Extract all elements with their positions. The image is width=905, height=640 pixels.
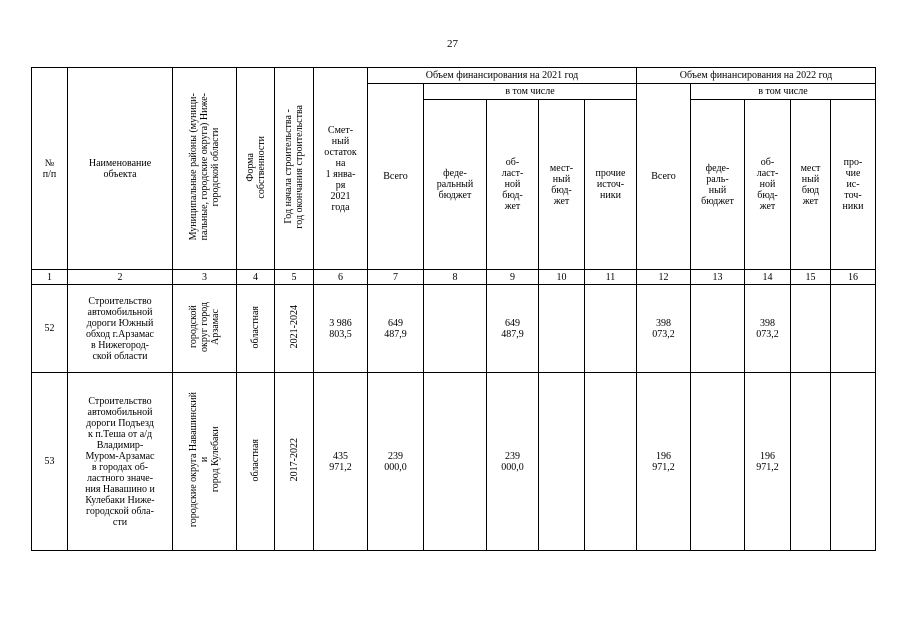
header-total-2021: Всего — [368, 84, 424, 270]
row-federal-2021 — [424, 373, 487, 551]
table-row — [32, 373, 876, 551]
column-number: 14 — [745, 270, 791, 285]
row-other-2022 — [831, 373, 876, 551]
header-ownership-text: Форма собственности — [244, 135, 267, 199]
row-num: 52 — [32, 285, 68, 373]
header-districts — [173, 68, 237, 270]
header-federal-2022: феде- раль- ный бюджет — [691, 100, 745, 270]
header-financing-2021: Объем финансирования на 2021 год — [368, 68, 637, 84]
row-years — [275, 373, 314, 551]
header-num: № п/п — [32, 68, 68, 270]
column-number: 3 — [173, 270, 237, 285]
row-remainder: 435 971,2 — [314, 373, 368, 551]
header-regional-2022: об- ласт- ной бюд- жет — [745, 100, 791, 270]
row-regional-2022: 196 971,2 — [745, 373, 791, 551]
column-number: 9 — [487, 270, 539, 285]
row-ownership — [237, 373, 275, 551]
header-object-name: Наименование объекта — [68, 68, 173, 270]
row-local-2021 — [539, 285, 585, 373]
column-number: 4 — [237, 270, 275, 285]
header-years — [275, 68, 314, 270]
row-years — [275, 285, 314, 373]
row-years-text: 2017-2022 — [288, 438, 300, 482]
header-other-2021: прочие источ- ники — [585, 100, 637, 270]
row-ownership-text: областная — [250, 305, 261, 349]
column-number: 8 — [424, 270, 487, 285]
column-number: 11 — [585, 270, 637, 285]
row-num: 53 — [32, 373, 68, 551]
column-number: 13 — [691, 270, 745, 285]
row-federal-2022 — [691, 373, 745, 551]
column-number: 12 — [637, 270, 691, 285]
row-total-2021: 239 000,0 — [368, 373, 424, 551]
row-years-text: 2021-2024 — [288, 305, 300, 349]
header-ownership — [237, 68, 275, 270]
column-number: 16 — [831, 270, 876, 285]
row-local-2022 — [791, 285, 831, 373]
row-federal-2022 — [691, 285, 745, 373]
column-number: 10 — [539, 270, 585, 285]
row-total-2022: 398 073,2 — [637, 285, 691, 373]
header-years-text: Год начала строительства - год окончания строительства — [283, 105, 305, 229]
row-local-2021 — [539, 373, 585, 551]
row-other-2022 — [831, 285, 876, 373]
header-including-2021: в том числе — [424, 84, 637, 100]
row-local-2022 — [791, 373, 831, 551]
row-district-text: городские округа Навашинский и город Кулебаки — [188, 392, 221, 528]
row-district-text: городской округ город Арзамас — [188, 302, 221, 352]
column-numbers-row — [32, 270, 876, 285]
header-local-2021: мест- ный бюд- жет — [539, 100, 585, 270]
header-remainder: Смет- ный остаток на 1 янва- ря 2021 года — [314, 68, 368, 270]
row-district — [173, 373, 237, 551]
page-number: 27 — [447, 38, 458, 50]
row-regional-2021: 649 487,9 — [487, 285, 539, 373]
header-financing-2022: Объем финансирования на 2022 год — [637, 68, 876, 84]
row-regional-2022: 398 073,2 — [745, 285, 791, 373]
row-total-2021: 649 487,9 — [368, 285, 424, 373]
row-object-name: Строительство автомобильной дороги Подъезд к п.Теша от а/д Владимир- Муром-Арзамас в городах об- ластного значе- ния Навашино и Кулебаки Ниже- городской обла- сти — [68, 373, 173, 551]
header-local-2022: мест ный бюд жет — [791, 100, 831, 270]
row-federal-2021 — [424, 285, 487, 373]
header-including-2022: в том числе — [691, 84, 876, 100]
row-other-2021 — [585, 285, 637, 373]
row-district — [173, 285, 237, 373]
row-other-2021 — [585, 373, 637, 551]
table-row — [32, 285, 876, 373]
header-total-2022: Всего — [637, 84, 691, 270]
column-number: 1 — [32, 270, 68, 285]
row-ownership — [237, 285, 275, 373]
header-districts-text: Муниципальные районы (муници- пальные, городские округа) Ниже- городской области — [188, 93, 221, 241]
header-other-2022: про- чие ис- точ- ники — [831, 100, 876, 270]
column-number: 6 — [314, 270, 368, 285]
column-number: 2 — [68, 270, 173, 285]
row-regional-2021: 239 000,0 — [487, 373, 539, 551]
row-object-name: Строительство автомобильной дороги Южный обход г.Арзамас в Нижегород- ской области — [68, 285, 173, 373]
financing-table — [31, 67, 876, 551]
column-number: 15 — [791, 270, 831, 285]
row-ownership-text: областная — [250, 438, 261, 482]
header-federal-2021: феде- ральный бюджет — [424, 100, 487, 270]
column-number: 7 — [368, 270, 424, 285]
row-total-2022: 196 971,2 — [637, 373, 691, 551]
header-regional-2021: об- ласт- ной бюд- жет — [487, 100, 539, 270]
row-remainder: 3 986 803,5 — [314, 285, 368, 373]
column-number: 5 — [275, 270, 314, 285]
